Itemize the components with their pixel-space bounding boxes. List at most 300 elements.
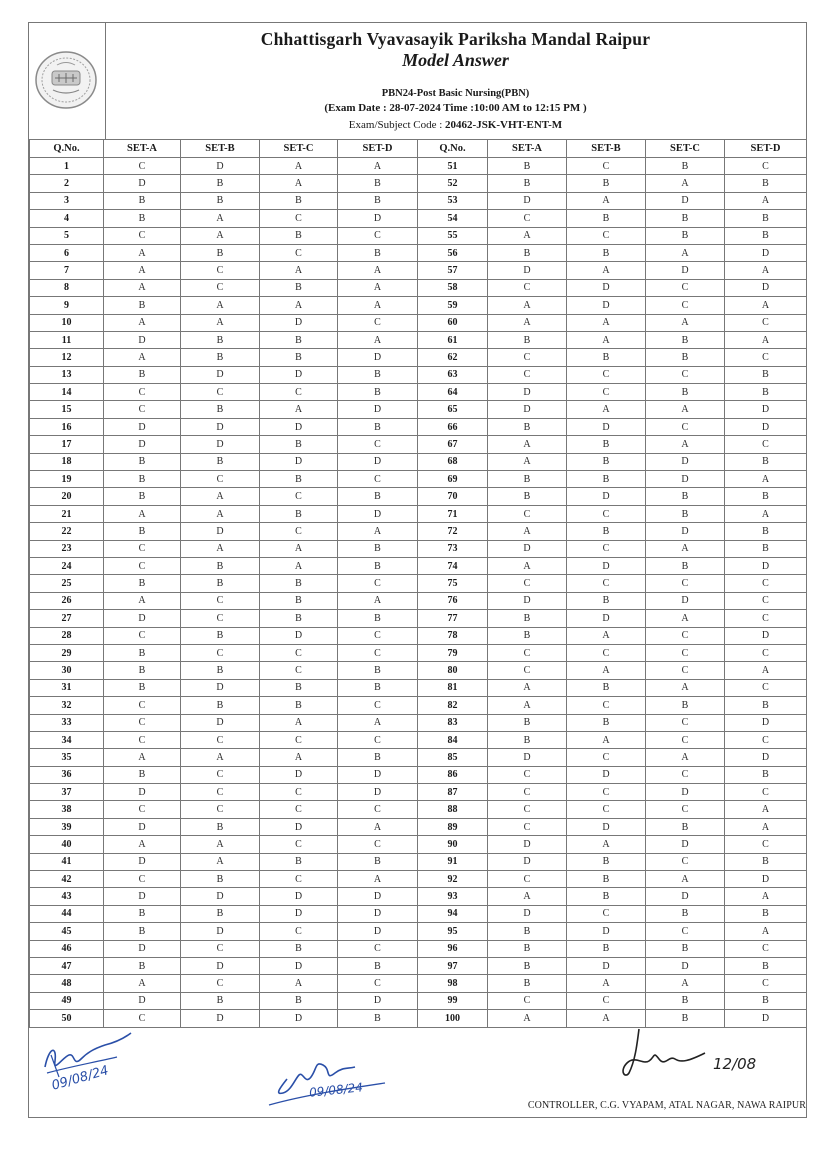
answer-cell: B [646,227,725,244]
signature-3-icon [609,1021,739,1087]
question-number-cell: 26 [30,592,104,609]
answer-cell: C [488,818,567,835]
answer-cell: B [567,871,646,888]
answer-cell: B [488,957,567,974]
answer-cell: B [488,610,567,627]
question-number-cell: 72 [418,523,488,540]
answer-cell: B [567,714,646,731]
answer-cell: D [488,401,567,418]
answer-cell: B [646,818,725,835]
table-row [30,888,807,905]
question-number-cell: 42 [30,871,104,888]
answer-cell: D [646,192,725,209]
answer-cell: B [567,471,646,488]
answer-cell: A [104,244,181,261]
answer-cell: A [567,975,646,992]
answer-cell: B [725,905,807,922]
subject-code-label: Exam/Subject Code : [348,119,446,131]
answer-cell: C [725,610,807,627]
answer-cell: C [104,871,181,888]
answer-cell: A [104,349,181,366]
answer-cell: B [338,175,418,192]
table-row [30,244,807,261]
question-number-cell: 96 [418,940,488,957]
answer-cell: B [488,940,567,957]
question-number-cell: 84 [418,731,488,748]
answer-cell: C [567,801,646,818]
answer-cell: D [181,923,260,940]
table-row [30,836,807,853]
table-row [30,766,807,783]
answer-cell: A [260,540,338,557]
answer-cell: A [488,297,567,314]
question-number-cell: 82 [418,697,488,714]
answer-cell: D [338,766,418,783]
answer-cell: B [725,453,807,470]
answer-cell: B [567,210,646,227]
answer-cell: C [725,836,807,853]
answer-cell: A [567,314,646,331]
answer-cell: C [725,575,807,592]
question-number-cell: 73 [418,540,488,557]
answer-cell: B [488,714,567,731]
answer-cell: C [260,644,338,661]
question-number-cell: 92 [418,871,488,888]
answer-cell: C [646,714,725,731]
answer-cell: C [104,1010,181,1027]
answer-cell: A [646,401,725,418]
question-number-cell: 66 [418,418,488,435]
answer-cell: B [488,418,567,435]
answer-cell: D [260,627,338,644]
answer-cell: C [646,418,725,435]
question-number-cell: 29 [30,644,104,661]
table-row [30,523,807,540]
answer-cell: C [646,801,725,818]
answer-cell: B [181,331,260,348]
answer-cell: D [646,453,725,470]
answer-cell: C [181,610,260,627]
answer-cell: B [488,158,567,175]
answer-cell: D [260,818,338,835]
answer-cell: A [646,975,725,992]
answer-cell: D [725,627,807,644]
answer-cell: D [338,784,418,801]
answer-cell: C [725,975,807,992]
question-number-cell: 30 [30,662,104,679]
answer-cell: A [104,975,181,992]
controller-label: CONTROLLER, C.G. VYAPAM, ATAL NAGAR, NAWA RAIPUR [527,1100,806,1111]
answer-cell: C [181,784,260,801]
question-number-cell: 16 [30,418,104,435]
table-row [30,192,807,209]
answer-cell: B [181,453,260,470]
table-row [30,697,807,714]
answer-cell: A [338,818,418,835]
question-number-cell: 87 [418,784,488,801]
answer-cell: B [104,192,181,209]
answer-cell: D [181,888,260,905]
answer-cell: B [725,957,807,974]
answer-cell: A [260,749,338,766]
question-number-cell: 41 [30,853,104,870]
question-number-cell: 40 [30,836,104,853]
answer-cell: C [181,592,260,609]
answer-cell: C [567,158,646,175]
answer-cell: A [725,192,807,209]
answer-cell: B [260,471,338,488]
question-number-cell: 47 [30,957,104,974]
answer-cell: A [725,262,807,279]
answer-cell: C [338,697,418,714]
answer-cell: A [260,297,338,314]
answer-cell: B [104,523,181,540]
answer-cell: A [104,836,181,853]
answer-cell: B [260,505,338,522]
answer-cell: D [104,175,181,192]
answer-cell: C [181,731,260,748]
answer-cell: C [567,905,646,922]
answer-cell: C [338,436,418,453]
table-row [30,801,807,818]
table-row [30,384,807,401]
answer-cell: B [488,627,567,644]
question-number-cell: 61 [418,331,488,348]
table-row [30,714,807,731]
column-header: SET-A [104,140,181,158]
answer-cell: C [104,697,181,714]
answer-cell: B [104,297,181,314]
question-number-cell: 43 [30,888,104,905]
answer-cell: A [104,505,181,522]
answer-cell: D [488,592,567,609]
question-number-cell: 2 [30,175,104,192]
answer-cell: A [260,975,338,992]
answer-cell: B [567,853,646,870]
answer-cell: A [338,714,418,731]
question-number-cell: 74 [418,557,488,574]
answer-cell: D [725,557,807,574]
answer-cell: C [488,801,567,818]
answer-cell: C [181,644,260,661]
table-row [30,610,807,627]
question-number-cell: 68 [418,453,488,470]
table-row [30,418,807,435]
answer-cell: D [646,592,725,609]
signature-2-date: 09/08/24 [308,1080,364,1100]
answer-cell: C [338,575,418,592]
answer-cell: A [646,314,725,331]
question-number-cell: 78 [418,627,488,644]
answer-cell: A [104,262,181,279]
answer-cell: B [181,905,260,922]
answer-cell: A [338,592,418,609]
answer-cell: A [260,158,338,175]
question-number-cell: 69 [418,471,488,488]
answer-cell: C [725,784,807,801]
answer-cell: A [646,749,725,766]
question-number-cell: 71 [418,505,488,522]
answer-cell: A [567,192,646,209]
answer-cell: B [567,453,646,470]
table-row [30,975,807,992]
answer-cell: B [646,349,725,366]
answer-cell: B [181,871,260,888]
table-row [30,210,807,227]
answer-cell: C [338,940,418,957]
signature-1-date: 09/08/24 [50,1063,111,1094]
answer-cell: D [646,957,725,974]
question-number-cell: 89 [418,818,488,835]
answer-cell: B [725,523,807,540]
answer-cell: D [260,418,338,435]
answer-cell: A [567,1010,646,1027]
answer-cell: A [725,662,807,679]
answer-cell: B [104,923,181,940]
question-number-cell: 4 [30,210,104,227]
answer-cell: D [725,244,807,261]
question-number-cell: 90 [418,836,488,853]
answer-cell: D [260,957,338,974]
answer-cell: B [488,488,567,505]
answer-cell: A [567,331,646,348]
question-number-cell: 77 [418,610,488,627]
table-row [30,349,807,366]
question-number-cell: 17 [30,436,104,453]
answer-cell: A [567,731,646,748]
answer-cell: B [260,575,338,592]
answer-cell: A [725,801,807,818]
answer-cell: B [181,627,260,644]
exam-date-time: (Exam Date : 28-07-2024 Time :10:00 AM to 12:15 PM ) [324,102,587,114]
answer-cell: C [725,349,807,366]
question-number-cell: 62 [418,349,488,366]
title-area [105,23,806,139]
answer-cell: D [181,523,260,540]
table-row [30,575,807,592]
answer-cell: B [260,940,338,957]
answer-cell: A [567,401,646,418]
question-number-cell: 76 [418,592,488,609]
answer-cell: C [104,401,181,418]
question-number-cell: 79 [418,644,488,661]
question-number-cell: 46 [30,940,104,957]
answer-cell: D [260,366,338,383]
answer-cell: B [104,662,181,679]
answer-cell: A [488,1010,567,1027]
question-number-cell: 81 [418,679,488,696]
answer-cell: B [488,975,567,992]
question-number-cell: 91 [418,853,488,870]
answer-cell: B [338,679,418,696]
answer-cell: C [338,627,418,644]
answer-cell: A [181,210,260,227]
answer-cell: D [338,905,418,922]
answer-cell: A [488,557,567,574]
answer-cell: C [567,227,646,244]
answer-cell: D [181,436,260,453]
answer-cell: C [725,940,807,957]
answer-cell: D [181,679,260,696]
answer-cell: C [260,210,338,227]
answer-cell: C [567,540,646,557]
question-number-cell: 24 [30,557,104,574]
subject-code-line [105,119,806,131]
answer-cell: C [567,366,646,383]
answer-cell: A [646,540,725,557]
answer-cell: C [725,314,807,331]
answer-cell: A [488,888,567,905]
answer-cell: D [338,210,418,227]
answer-cell: A [181,749,260,766]
answer-cell: A [646,436,725,453]
answer-cell: D [260,453,338,470]
column-header: SET-D [725,140,807,158]
table-row [30,662,807,679]
answer-cell: B [104,366,181,383]
answer-cell: A [646,610,725,627]
answer-cell: C [646,297,725,314]
answer-cell: C [338,836,418,853]
answer-cell: B [104,210,181,227]
answer-cell: A [338,279,418,296]
answer-cell: B [181,349,260,366]
answer-cell: B [338,1010,418,1027]
question-number-cell: 56 [418,244,488,261]
answer-cell: C [181,384,260,401]
answer-cell: A [260,714,338,731]
answer-cell: A [260,401,338,418]
answer-cell: C [260,244,338,261]
question-number-cell: 100 [418,1010,488,1027]
answer-cell: A [181,314,260,331]
answer-cell: D [725,871,807,888]
table-row [30,297,807,314]
question-number-cell: 11 [30,331,104,348]
answer-cell: A [104,279,181,296]
answer-cell: B [181,662,260,679]
table-row [30,644,807,661]
answer-cell: D [104,436,181,453]
answer-cell: A [104,592,181,609]
question-number-cell: 53 [418,192,488,209]
answer-cell: D [104,992,181,1009]
answer-cell: D [567,957,646,974]
answer-cell: A [567,662,646,679]
answer-cell: B [646,905,725,922]
answer-cell: B [181,697,260,714]
answer-cell: B [725,384,807,401]
question-number-cell: 98 [418,975,488,992]
answer-cell: C [181,279,260,296]
answer-cell: B [646,1010,725,1027]
question-number-cell: 64 [418,384,488,401]
answer-cell: D [567,818,646,835]
answer-cell: B [338,366,418,383]
answer-cell: C [338,801,418,818]
answer-cell: B [725,227,807,244]
question-number-cell: 67 [418,436,488,453]
question-number-cell: 8 [30,279,104,296]
answer-cell: C [567,784,646,801]
question-number-cell: 48 [30,975,104,992]
answer-cell: A [260,175,338,192]
answer-cell: D [646,471,725,488]
answer-cell: B [338,540,418,557]
answer-cell: B [488,923,567,940]
answer-cell: B [338,192,418,209]
answer-cell: B [181,175,260,192]
answer-cell: B [338,384,418,401]
answer-cell: C [646,923,725,940]
answer-cell: B [104,644,181,661]
answer-cell: B [646,505,725,522]
answer-cell: B [488,244,567,261]
table-row [30,540,807,557]
answer-cell: B [104,766,181,783]
question-number-cell: 31 [30,679,104,696]
answer-cell: B [260,227,338,244]
question-number-cell: 93 [418,888,488,905]
answer-cell: C [338,227,418,244]
question-number-cell: 39 [30,818,104,835]
question-number-cell: 36 [30,766,104,783]
exam-name: PBN24-Post Basic Nursing(PBN) [381,88,530,99]
question-number-cell: 22 [30,523,104,540]
question-number-cell: 34 [30,731,104,748]
question-number-cell: 19 [30,471,104,488]
answer-cell: B [104,488,181,505]
answer-cell: C [104,557,181,574]
answer-cell: D [646,784,725,801]
answer-cell: B [567,349,646,366]
answer-cell: A [725,818,807,835]
answer-cell: B [260,610,338,627]
answer-cell: C [260,784,338,801]
answer-sheet [28,22,807,1118]
answer-cell: D [338,453,418,470]
answer-cell: A [104,749,181,766]
question-number-cell: 27 [30,610,104,627]
question-number-cell: 45 [30,923,104,940]
answer-cell: B [104,679,181,696]
table-row [30,592,807,609]
answer-cell: C [104,801,181,818]
subject-code: 20462-JSK-VHT-ENT-M [445,119,563,131]
answer-cell: C [260,801,338,818]
answer-cell: C [338,644,418,661]
answer-cell: D [488,540,567,557]
answer-cell: C [567,992,646,1009]
question-number-cell: 49 [30,992,104,1009]
answer-cell: B [725,210,807,227]
answer-cell: C [104,627,181,644]
answer-cell: D [567,766,646,783]
question-number-cell: 28 [30,627,104,644]
answer-cell: B [260,436,338,453]
answer-cell: A [181,297,260,314]
answer-cell: D [104,940,181,957]
answer-cell: C [488,784,567,801]
answer-cell: A [181,505,260,522]
answer-cell: C [725,158,807,175]
column-header: Q.No. [30,140,104,158]
answer-cell: A [181,488,260,505]
answer-cell: C [488,505,567,522]
answer-cell: D [567,923,646,940]
answer-cell: C [181,975,260,992]
answer-cell: B [104,471,181,488]
